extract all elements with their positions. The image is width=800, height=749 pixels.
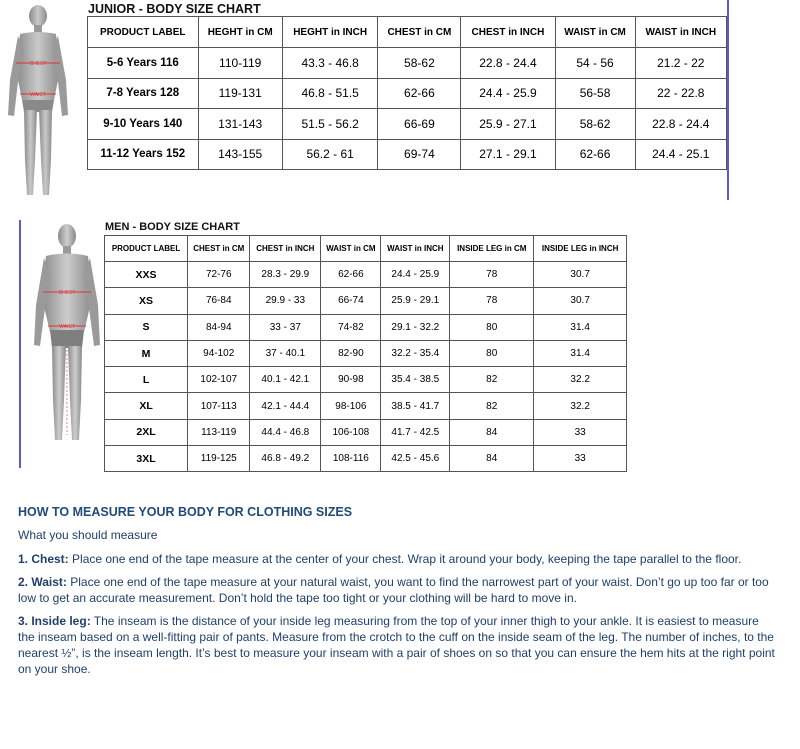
men-body-figure [30, 220, 105, 445]
instruction-text: Place one end of the tape measure at your natural waist, you want to find the narrowest part of your waist. Don’t go up too far or too low to get an accurate measurement. Don’t hold the tape too tight or your clothing will be hard to move in. [18, 575, 769, 605]
table-row [105, 367, 627, 393]
table-cell: 80 [450, 314, 534, 340]
column-header: PRODUCT LABEL [88, 17, 199, 48]
instruction-inside-leg [18, 613, 778, 677]
table-row [88, 48, 727, 79]
table-cell: 29.9 - 33 [250, 288, 321, 314]
table-row [105, 446, 627, 472]
table-cell: 62-66 [321, 262, 381, 288]
table-cell: 33 [534, 446, 627, 472]
table-cell: 54 - 56 [555, 48, 635, 79]
junior-chest-label: CHEST [29, 61, 47, 67]
instruction-text: The inseam is the distance of your inside leg measuring from the top of your inner thigh to your ankle. It is easiest to measure the inseam based on a well-fitting pair of pants. Measure from the crotch to the cuff on the inside seam of the leg. The number of inches, to the nearest ½”, is the inseam length. It’s best to measure your inseam with a pair of shoes on so that you can ensure the hem hits at the right point on your shoe. [18, 614, 775, 676]
table-cell: 30.7 [534, 262, 627, 288]
table-cell: 62-66 [378, 78, 461, 109]
table-header-row [105, 236, 627, 262]
table-cell: 102-107 [188, 367, 250, 393]
table-cell: 33 - 37 [250, 314, 321, 340]
table-cell: 33 [534, 419, 627, 445]
junior-waist-label: WAIST [30, 92, 46, 98]
table-cell: 82-90 [321, 340, 381, 366]
table-cell: 110-119 [198, 48, 282, 79]
table-cell: 69-74 [378, 139, 461, 170]
table-row [105, 288, 627, 314]
table-cell: 106-108 [321, 419, 381, 445]
column-header: WAIST in CM [321, 236, 381, 262]
instruction-waist [18, 574, 778, 606]
junior-chart-title: JUNIOR - BODY SIZE CHART [88, 2, 261, 16]
table-row [105, 393, 627, 419]
table-cell: 143-155 [198, 139, 282, 170]
instruction-label: 3. Inside leg: [18, 614, 91, 628]
size-label-cell: 5-6 Years 116 [88, 48, 199, 79]
men-size-table [104, 235, 627, 472]
size-label-cell: XS [105, 288, 188, 314]
table-cell: 66-74 [321, 288, 381, 314]
table-cell: 84 [450, 446, 534, 472]
table-cell: 38.5 - 41.7 [381, 393, 450, 419]
men-waist-label: WAIST [59, 324, 75, 330]
column-header: CHEST in INCH [461, 17, 555, 48]
table-cell: 32.2 [534, 367, 627, 393]
column-header: INSIDE LEG in CM [450, 236, 534, 262]
section-intro: What you should measure [18, 528, 158, 542]
column-header: INSIDE LEG in INCH [534, 236, 627, 262]
table-header-row [88, 17, 727, 48]
table-cell: 76-84 [188, 288, 250, 314]
column-header: HEGHT in CM [198, 17, 282, 48]
size-label-cell: L [105, 367, 188, 393]
size-label-cell: XXS [105, 262, 188, 288]
table-cell: 28.3 - 29.9 [250, 262, 321, 288]
table-cell: 84 [450, 419, 534, 445]
table-cell: 98-106 [321, 393, 381, 419]
how-to-measure-section [18, 504, 778, 684]
table-cell: 32.2 [534, 393, 627, 419]
table-cell: 131-143 [198, 109, 282, 140]
table-cell: 42.5 - 45.6 [381, 446, 450, 472]
size-label-cell: 7-8 Years 128 [88, 78, 199, 109]
table-cell: 24.4 - 25.9 [461, 78, 555, 109]
instruction-chest [18, 551, 778, 567]
table-cell: 35.4 - 38.5 [381, 367, 450, 393]
table-cell: 74-82 [321, 314, 381, 340]
table-cell: 78 [450, 262, 534, 288]
table-cell: 40.1 - 42.1 [250, 367, 321, 393]
table-cell: 27.1 - 29.1 [461, 139, 555, 170]
table-row [88, 78, 727, 109]
size-label-cell: XL [105, 393, 188, 419]
table-cell: 58-62 [378, 48, 461, 79]
table-row [105, 262, 627, 288]
instruction-label: 1. Chest: [18, 552, 69, 566]
size-label-cell: M [105, 340, 188, 366]
table-cell: 31.4 [534, 340, 627, 366]
junior-size-table [87, 16, 727, 170]
column-header: CHEST in CM [188, 236, 250, 262]
table-cell: 56-58 [555, 78, 635, 109]
table-row [88, 109, 727, 140]
table-cell: 44.4 - 46.8 [250, 419, 321, 445]
table-cell: 58-62 [555, 109, 635, 140]
size-label-cell: S [105, 314, 188, 340]
men-divider [19, 220, 21, 468]
table-cell: 72-76 [188, 262, 250, 288]
table-cell: 22.8 - 24.4 [461, 48, 555, 79]
junior-body-figure [2, 0, 74, 200]
table-cell: 66-69 [378, 109, 461, 140]
table-row [105, 314, 627, 340]
column-header: CHEST in CM [378, 17, 461, 48]
column-header: WAIST in INCH [635, 17, 726, 48]
table-cell: 82 [450, 367, 534, 393]
instruction-label: 2. Waist: [18, 575, 67, 589]
table-cell: 78 [450, 288, 534, 314]
table-cell: 32.2 - 35.4 [381, 340, 450, 366]
table-cell: 94-102 [188, 340, 250, 366]
table-cell: 62-66 [555, 139, 635, 170]
table-cell: 119-131 [198, 78, 282, 109]
table-cell: 113-119 [188, 419, 250, 445]
column-header: PRODUCT LABEL [105, 236, 188, 262]
table-cell: 80 [450, 340, 534, 366]
table-cell: 22 - 22.8 [635, 78, 726, 109]
table-cell: 56.2 - 61 [282, 139, 378, 170]
table-cell: 119-125 [188, 446, 250, 472]
table-cell: 22.8 - 24.4 [635, 109, 726, 140]
table-cell: 24.4 - 25.9 [381, 262, 450, 288]
table-cell: 90-98 [321, 367, 381, 393]
table-cell: 25.9 - 29.1 [381, 288, 450, 314]
size-label-cell: 3XL [105, 446, 188, 472]
table-cell: 30.7 [534, 288, 627, 314]
table-cell: 43.3 - 46.8 [282, 48, 378, 79]
table-cell: 24.4 - 25.1 [635, 139, 726, 170]
table-cell: 31.4 [534, 314, 627, 340]
table-row [105, 340, 627, 366]
column-header: WAIST in CM [555, 17, 635, 48]
table-row [105, 419, 627, 445]
table-cell: 21.2 - 22 [635, 48, 726, 79]
table-cell: 107-113 [188, 393, 250, 419]
size-label-cell: 11-12 Years 152 [88, 139, 199, 170]
table-cell: 41.7 - 42.5 [381, 419, 450, 445]
size-label-cell: 2XL [105, 419, 188, 445]
table-cell: 25.9 - 27.1 [461, 109, 555, 140]
table-cell: 84-94 [188, 314, 250, 340]
table-cell: 82 [450, 393, 534, 419]
table-cell: 108-116 [321, 446, 381, 472]
section-heading: HOW TO MEASURE YOUR BODY FOR CLOTHING SIZES [18, 505, 353, 519]
size-label-cell: 9-10 Years 140 [88, 109, 199, 140]
table-cell: 37 - 40.1 [250, 340, 321, 366]
table-cell: 29.1 - 32.2 [381, 314, 450, 340]
table-cell: 46.8 - 51.5 [282, 78, 378, 109]
column-header: HEGHT in INCH [282, 17, 378, 48]
table-cell: 42.1 - 44.4 [250, 393, 321, 419]
table-row [88, 139, 727, 170]
column-header: WAIST in INCH [381, 236, 450, 262]
table-cell: 51.5 - 56.2 [282, 109, 378, 140]
junior-divider [727, 0, 729, 200]
men-chart-title: MEN - BODY SIZE CHART [105, 221, 240, 233]
instruction-text: Place one end of the tape measure at the center of your chest. Wrap it around your body, keeping the tape parallel to the floor. [68, 552, 742, 566]
column-header: CHEST in INCH [250, 236, 321, 262]
table-cell: 46.8 - 49.2 [250, 446, 321, 472]
men-chest-label: CHEST [58, 290, 76, 296]
